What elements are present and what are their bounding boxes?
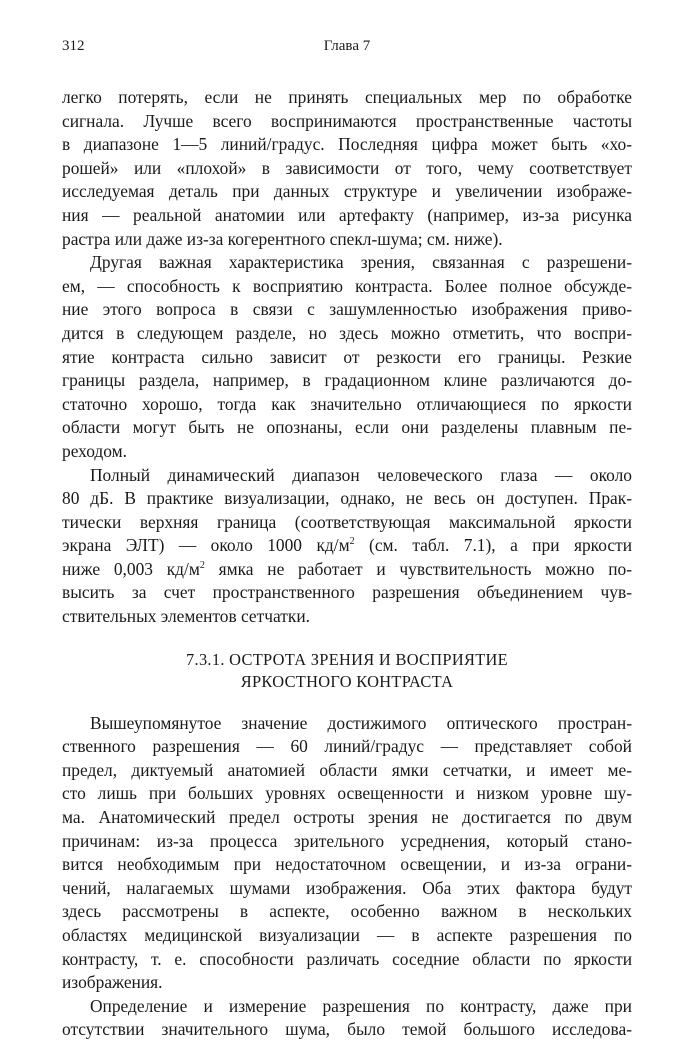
text-line: рошей» или «плохой» в зависимости от того, чему соответствует (62, 157, 632, 178)
text-line: тически верхняя граница (соответствующая максимальной яркости (62, 511, 632, 532)
text-line: отсутствии значительного шума, было темой большого исследова- (62, 1019, 632, 1040)
text-line: исследуемая деталь при данных структуре и увеличении изображе- (62, 181, 632, 202)
text-line: реходом. (62, 440, 127, 461)
paragraph-3 (62, 464, 632, 629)
section-heading-line-2: ЯРКОСТНОГО КОНТРАСТА (240, 671, 454, 691)
text-line: причинам: из-за процесса зрительного усреднения, который стано- (62, 830, 632, 851)
text-line: сто лишь при больших уровнях освещенности и низком уровне шу- (62, 783, 632, 804)
text-line: дится в следующем разделе, но здесь можно отметить, что воспри- (62, 322, 632, 343)
text-fragment: экрана ЭЛТ) — около 1000 кд/м (62, 535, 350, 556)
text-line: Вышеупомянутое значение достижимого оптического простран- (90, 712, 632, 733)
text-line: границы раздела, например, в градационном клине различаются до- (62, 370, 632, 391)
text-line: сигнала. Лучше всего воспринимаются пространственные частоты (62, 110, 632, 131)
text-line: Полный динамический диапазон человеческого глаза — около (90, 464, 632, 485)
text-line: изображения. (62, 972, 163, 993)
text-line: ма. Анатомический предел остроты зрения не достигается по двум (62, 807, 632, 828)
text-fragment: (см. табл. 7.1), а при яркости (354, 535, 632, 556)
chapter-title: Глава 7 (323, 38, 371, 54)
text-line: ем, — способность к восприятию контраста. Более полное обсужде- (62, 275, 632, 296)
superscript: 2 (349, 536, 355, 548)
text-line: ствительных элементов сетчатки. (62, 606, 310, 627)
paragraph-5 (62, 995, 632, 1042)
paragraph-4 (62, 712, 632, 995)
running-head (62, 36, 632, 62)
text-line: ятие контраста сильно зависит от резкости его границы. Резкие (62, 346, 632, 367)
text-line: легко потерять, если не принять специальных мер по обработке (62, 87, 632, 107)
text-line-with-superscript (62, 558, 632, 582)
text-line: области могут быть не опознаны, если они разделены плавным пе- (62, 417, 632, 438)
paragraph-1 (62, 86, 632, 251)
text-line: статочно хорошо, тогда как значительно отличающиеся по яркости (62, 393, 632, 414)
text-line: высить за счет пространственного разрешения объединением чув- (62, 582, 632, 603)
text-line: контрасту, т. е. способности различать соседние области по яркости (62, 948, 632, 969)
text-line: ственного разрешения — 60 линий/градус — представляет собой (62, 736, 632, 757)
book-page (62, 36, 632, 1042)
text-line: чений, налагаемых шумами изображения. Оба этих фактора будут (62, 877, 632, 898)
text-fragment: ниже 0,003 кд/м (62, 558, 200, 579)
text-line-with-superscript (62, 534, 632, 558)
text-line: Другая важная характеристика зрения, связанная с разрешени- (90, 252, 632, 273)
superscript: 2 (199, 559, 205, 571)
section-heading (62, 649, 632, 693)
body-text (62, 86, 632, 1042)
text-fragment: ямка не работает и чувствительность можно по- (204, 558, 632, 579)
text-line: ния — реальной анатомии или артефакту (например, из-за рисунка (62, 204, 632, 225)
text-line: 80 дБ. В практике визуализации, однако, не весь он доступен. Прак- (62, 488, 632, 509)
text-line: областях медицинской визуализации — в аспекте разрешения по (62, 925, 632, 945)
text-line: предел, диктуемый анатомией области ямки сетчатки, и имеет ме- (62, 759, 632, 780)
page-number: 312 (62, 38, 85, 54)
text-line: Определение и измерение разрешения по контрасту, даже при (90, 995, 632, 1016)
text-line: ние этого вопроса в связи с зашумленностью изображения приво- (62, 299, 632, 320)
text-line: вится необходимым при недостаточном освещении, и из-за ограни- (62, 854, 632, 875)
paragraph-2 (62, 251, 632, 463)
text-line: здесь рассмотрены в аспекте, особенно важном в нескольких (62, 901, 632, 922)
section-heading-line-1: 7.3.1. ОСТРОТА ЗРЕНИЯ И ВОСПРИЯТИЕ (186, 649, 508, 669)
text-line: растра или даже из-за когерентного спекл-шума; см. ниже). (62, 228, 503, 249)
text-line: в диапазоне 1—5 линий/градус. Последняя цифра может быть «хо- (62, 134, 632, 155)
